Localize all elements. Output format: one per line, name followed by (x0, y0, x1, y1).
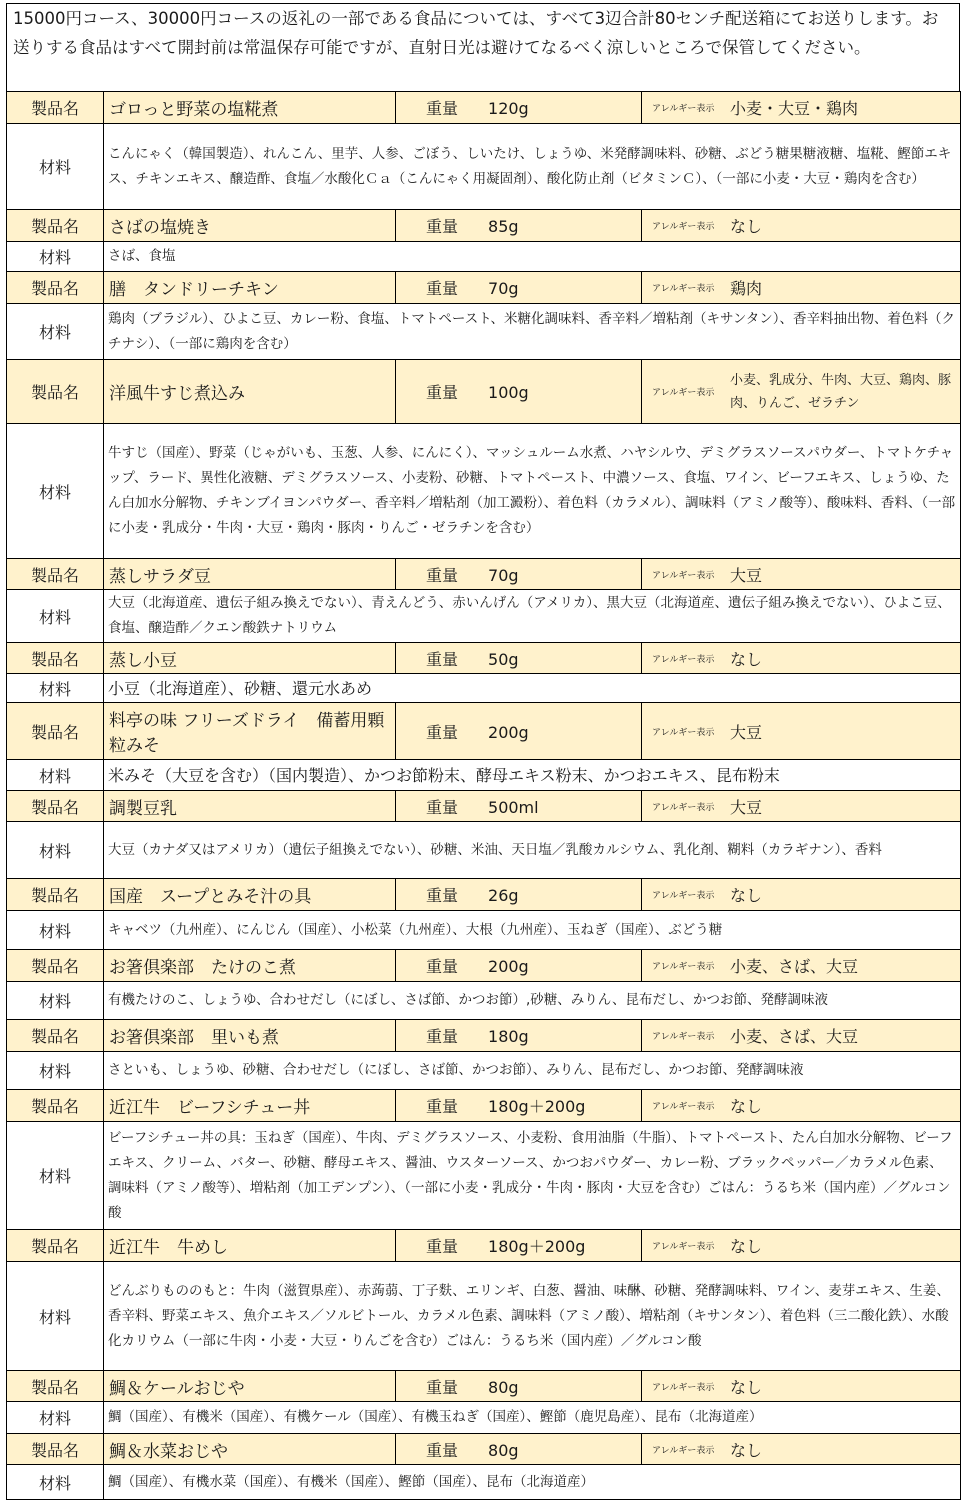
allergy-value: 小麦、さば、大豆 (730, 957, 859, 976)
product-name-label: 製品名 (7, 643, 104, 674)
materials-label: 材料 (7, 1122, 104, 1230)
allergy-label: アレルギー表示 (652, 654, 715, 665)
materials-label: 材料 (7, 1052, 104, 1090)
weight-label: 重量 (426, 217, 459, 236)
weight-cell (396, 1090, 642, 1122)
allergy-label: アレルギー表示 (652, 1382, 715, 1393)
materials-label: 材料 (7, 242, 104, 272)
materials-label: 材料 (7, 911, 104, 950)
weight-value: 200g (488, 722, 529, 742)
allergy-value: なし (730, 1237, 763, 1256)
materials-text: 小豆（北海道産）、砂糖、還元水あめ (104, 674, 961, 703)
product-name: 蒸し小豆 (104, 643, 396, 674)
product-name: 鯛＆ケールおじや (104, 1371, 396, 1402)
weight-cell (396, 360, 642, 424)
weight-cell (396, 92, 642, 124)
materials-label: 材料 (7, 982, 104, 1020)
allergy-value: 大豆 (730, 722, 763, 742)
materials-label: 材料 (7, 304, 104, 360)
allergy-value: 小麦、乳成分、牛肉、大豆、鶏肉、豚肉、りんご、ゼラチン (730, 372, 952, 411)
allergy-cell (642, 643, 961, 674)
materials-label: 材料 (7, 822, 104, 879)
materials-text: 鶏肉（ブラジル）、ひよこ豆、カレー粉、食塩、トマトペースト、米糖化調味料、香辛料／増粘剤（キサンタン）、香辛料抽出物、着色料（クチナシ）、（一部に鶏肉を含む） (104, 304, 961, 360)
product-name: 調製豆乳 (104, 791, 396, 822)
product-row (7, 703, 961, 760)
product-row (7, 1230, 961, 1262)
weight-value: 120g (488, 99, 529, 118)
food-info-sheet (6, 3, 960, 1500)
product-name-label: 製品名 (7, 879, 104, 911)
weight-value: 70g (488, 279, 519, 298)
product-name: 洋風牛すじ煮込み (104, 360, 396, 424)
materials-label: 材料 (7, 760, 104, 791)
product-row (7, 92, 961, 124)
product-name: お箸倶楽部 たけのこ煮 (104, 950, 396, 982)
allergy-label: アレルギー表示 (652, 891, 715, 901)
allergy-value: なし (730, 1377, 763, 1397)
weight-cell (396, 950, 642, 982)
product-row (7, 272, 961, 304)
weight-value: 26g (488, 886, 519, 905)
weight-value: 500ml (488, 797, 539, 817)
materials-label: 材料 (7, 590, 104, 643)
weight-label: 重量 (426, 1440, 459, 1460)
materials-text: 牛すじ（国産）、野菜（じゃがいも、玉葱、人参、にんにく）、マッシュルーム水煮、ハヤシルウ、デミグラスソースパウダー、トマトケチャップ、ラード、異性化液糖、デミグラスソース、小麦粉、砂糖、トマトペースト、中濃ソース、食塩、ワイン、ビーフエキス、しょうゆ、たん白加水分解物、チキンブイヨンパウダー、香辛料／増粘剤（加工澱粉）、着色料（カラメル）、調味料（アミノ酸等）、酸味料、香料、（一部に小麦・乳成分・牛肉・大豆・鶏肉・豚肉・りんご・ゼラチンを含む） (104, 424, 961, 559)
product-name: ゴロっと野菜の塩糀煮 (104, 92, 396, 124)
weight-label: 重量 (426, 99, 459, 118)
weight-cell (396, 791, 642, 822)
materials-text: 大豆（カナダ又はアメリカ）（遺伝子組換えでない）、砂糖、米油、天日塩／乳酸カルシウム、乳化剤、糊料（カラギナン）、香料 (104, 822, 961, 879)
materials-text: さば、食塩 (104, 242, 961, 272)
product-name: 近江牛 ビーフシチュー丼 (104, 1090, 396, 1122)
materials-row (7, 1465, 961, 1500)
allergy-cell (642, 210, 961, 242)
product-name-label: 製品名 (7, 1020, 104, 1052)
weight-cell (396, 1371, 642, 1402)
materials-text: さといも、しょうゆ、砂糖、合わせだし（にぼし、さば節、かつお節）、みりん、昆布だし、かつお節、発酵調味液 (104, 1052, 961, 1090)
weight-label: 重量 (426, 1027, 459, 1046)
product-name: 近江牛 牛めし (104, 1230, 396, 1262)
product-name-label: 製品名 (7, 1230, 104, 1262)
intro-note: 15000円コース、30000円コースの返礼の一部である食品については、すべて3辺合計80センチ配送箱にてお送りします。お送りする食品はすべて開封前は常温保存可能ですが、直射日光は避けてなるべく涼しいところで保管してください。 (6, 3, 960, 91)
materials-text: 有機たけのこ、しょうゆ、合わせだし（にぼし、さば節、かつお節）,砂糖、みりん、昆布だし、かつお節、発酵調味液 (104, 982, 961, 1020)
materials-row (7, 1402, 961, 1434)
weight-cell (396, 210, 642, 242)
allergy-value: 大豆 (730, 565, 763, 585)
weight-cell (396, 879, 642, 911)
weight-label: 重量 (426, 649, 459, 669)
materials-text: どんぶりもののもと：牛肉（滋賀県産）、赤蒟蒻、丁子麩、エリンギ、白葱、醤油、味醂、砂糖、発酵調味料、ワイン、麦芽エキス、生姜、香辛料、野菜エキス、魚介エキス／ソルビトール、カラメル色素、調味料（アミノ酸）、増粘剤（キサンタン）、着色料（三二酸化鉄）、水酸化カリウム（一部に牛肉・小麦・大豆・りんごを含む）ごはん：うるち米（国内産）／グルコン酸 (104, 1262, 961, 1371)
weight-value: 100g (488, 383, 529, 402)
allergy-label: アレルギー表示 (652, 570, 715, 581)
allergy-value: 大豆 (730, 797, 763, 817)
weight-label: 重量 (426, 1097, 459, 1116)
weight-label: 重量 (426, 957, 459, 976)
materials-text: こんにゃく（韓国製造）、れんこん、里芋、人参、ごぼう、しいたけ、しょうゆ、米発酵調味料、砂糖、ぶどう糖果糖液糖、塩糀、鰹節エキス、チキンエキス、醸造酢、食塩／水酸化Ｃａ（こんにゃく用凝固剤）、酸化防止剤（ビタミンＣ）、（一部に小麦・大豆・鶏肉を含む） (104, 124, 961, 210)
materials-row (7, 304, 961, 360)
allergy-cell (642, 1230, 961, 1262)
weight-label: 重量 (426, 279, 459, 298)
product-name-label: 製品名 (7, 950, 104, 982)
allergy-label: アレルギー表示 (652, 1242, 715, 1252)
product-name: 鯛＆水菜おじや (104, 1434, 396, 1465)
weight-cell (396, 643, 642, 674)
product-name: さばの塩焼き (104, 210, 396, 242)
materials-row (7, 822, 961, 879)
allergy-label: アレルギー表示 (652, 284, 715, 294)
weight-value: 180g＋200g (488, 1097, 586, 1116)
weight-cell (396, 703, 642, 760)
product-name-label: 製品名 (7, 1090, 104, 1122)
product-row (7, 1020, 961, 1052)
allergy-label: アレルギー表示 (652, 962, 715, 972)
product-name-label: 製品名 (7, 210, 104, 242)
product-row (7, 1371, 961, 1402)
allergy-cell (642, 1020, 961, 1052)
materials-row (7, 760, 961, 791)
allergy-value: 小麦、さば、大豆 (730, 1027, 859, 1046)
materials-row (7, 674, 961, 703)
allergy-cell (642, 272, 961, 304)
materials-row (7, 1052, 961, 1090)
product-row (7, 559, 961, 590)
allergy-value: 小麦・大豆・鶏肉 (730, 99, 859, 118)
weight-cell (396, 272, 642, 304)
materials-row (7, 124, 961, 210)
allergy-value: なし (730, 217, 763, 236)
allergy-label: アレルギー表示 (652, 388, 715, 398)
materials-text: 米みそ（大豆を含む）（国内製造）、かつお節粉末、酵母エキス粉末、かつおエキス、昆布粉末 (104, 760, 961, 791)
materials-text: 大豆（北海道産、遺伝子組み換えでない）、青えんどう、赤いんげん（アメリカ）、黒大豆（北海道産、遺伝子組み換えでない）、ひよこ豆、食塩、醸造酢／クエン酸鉄ナトリウム (104, 590, 961, 643)
materials-row (7, 242, 961, 272)
materials-label: 材料 (7, 1465, 104, 1500)
product-name-label: 製品名 (7, 360, 104, 424)
product-row (7, 1434, 961, 1465)
weight-value: 70g (488, 565, 519, 585)
allergy-label: アレルギー表示 (652, 1445, 715, 1456)
weight-cell (396, 1230, 642, 1262)
weight-label: 重量 (426, 797, 459, 817)
materials-label: 材料 (7, 124, 104, 210)
weight-cell (396, 1434, 642, 1465)
allergy-label: アレルギー表示 (652, 727, 715, 738)
allergy-cell (642, 360, 961, 424)
weight-value: 180g (488, 1027, 529, 1046)
materials-label: 材料 (7, 424, 104, 559)
product-row (7, 950, 961, 982)
product-name: 膳 タンドリーチキン (104, 272, 396, 304)
materials-text: ビーフシチュー丼の具：玉ねぎ（国産）、牛肉、デミグラスソース、小麦粉、食用油脂（牛脂）、トマトペースト、たん白加水分解物、ビーフエキス、クリーム、バター、砂糖、酵母エキス、醤油、ウスターソース、かつおパウダー、カレー粉、ブラックペッパー／カラメル色素、調味料（アミノ酸等）、増粘剤（加工デンプン）、（一部に小麦・乳成分・牛肉・豚肉・大豆を含む）ごはん：うるち米（国内産）／グルコン酸 (104, 1122, 961, 1230)
allergy-cell (642, 1434, 961, 1465)
allergy-label: アレルギー表示 (652, 1032, 715, 1042)
allergy-cell (642, 703, 961, 760)
materials-row (7, 1262, 961, 1371)
allergy-cell (642, 1090, 961, 1122)
product-name: お箸倶楽部 里いも煮 (104, 1020, 396, 1052)
product-name-label: 製品名 (7, 559, 104, 590)
allergy-label: アレルギー表示 (652, 1102, 715, 1112)
materials-text: 鯛（国産）、有機米（国産）、有機ケール（国産）、有機玉ねぎ（国産）、鰹節（鹿児島産）、昆布（北海道産） (104, 1402, 961, 1434)
product-row (7, 643, 961, 674)
product-name-label: 製品名 (7, 92, 104, 124)
allergy-value: なし (730, 649, 763, 669)
allergy-value: なし (730, 1097, 763, 1116)
weight-label: 重量 (426, 1377, 459, 1397)
weight-label: 重量 (426, 1237, 459, 1256)
allergy-label: アレルギー表示 (652, 104, 715, 114)
allergy-label: アレルギー表示 (652, 802, 715, 813)
product-name-label: 製品名 (7, 1434, 104, 1465)
materials-text: 鯛（国産）、有機水菜（国産）、有機米（国産）、鰹節（国産）、昆布（北海道産） (104, 1465, 961, 1500)
allergy-cell (642, 1371, 961, 1402)
product-name-label: 製品名 (7, 703, 104, 760)
materials-row (7, 911, 961, 950)
product-name: 料亭の味 フリーズドライ 備蓄用顆粒みそ (104, 703, 396, 760)
product-table (6, 91, 961, 1500)
weight-label: 重量 (426, 565, 459, 585)
weight-value: 80g (488, 1377, 519, 1397)
product-name-label: 製品名 (7, 1371, 104, 1402)
weight-label: 重量 (426, 383, 459, 402)
allergy-cell (642, 559, 961, 590)
allergy-cell (642, 879, 961, 911)
product-row (7, 360, 961, 424)
weight-label: 重量 (426, 722, 459, 742)
product-row (7, 210, 961, 242)
materials-label: 材料 (7, 674, 104, 703)
allergy-value: なし (730, 1440, 763, 1460)
weight-value: 200g (488, 957, 529, 976)
weight-cell (396, 559, 642, 590)
allergy-value: なし (730, 886, 763, 905)
product-name-label: 製品名 (7, 791, 104, 822)
materials-text: キャベツ（九州産）、にんじん（国産）、小松菜（九州産）、大根（九州産）、玉ねぎ（国産）、ぶどう糖 (104, 911, 961, 950)
allergy-label: アレルギー表示 (652, 222, 715, 232)
allergy-cell (642, 92, 961, 124)
product-name-label: 製品名 (7, 272, 104, 304)
product-name: 国産 スープとみそ汁の具 (104, 879, 396, 911)
allergy-cell (642, 950, 961, 982)
materials-row (7, 424, 961, 559)
weight-value: 80g (488, 1440, 519, 1460)
product-name: 蒸しサラダ豆 (104, 559, 396, 590)
materials-label: 材料 (7, 1402, 104, 1434)
materials-row (7, 982, 961, 1020)
weight-value: 85g (488, 217, 519, 236)
product-row (7, 879, 961, 911)
weight-label: 重量 (426, 886, 459, 905)
allergy-cell (642, 791, 961, 822)
product-row (7, 1090, 961, 1122)
weight-cell (396, 1020, 642, 1052)
materials-row (7, 1122, 961, 1230)
product-row (7, 791, 961, 822)
weight-value: 50g (488, 649, 519, 669)
materials-label: 材料 (7, 1262, 104, 1371)
materials-row (7, 590, 961, 643)
allergy-value: 鶏肉 (730, 279, 763, 298)
weight-value: 180g＋200g (488, 1237, 586, 1256)
